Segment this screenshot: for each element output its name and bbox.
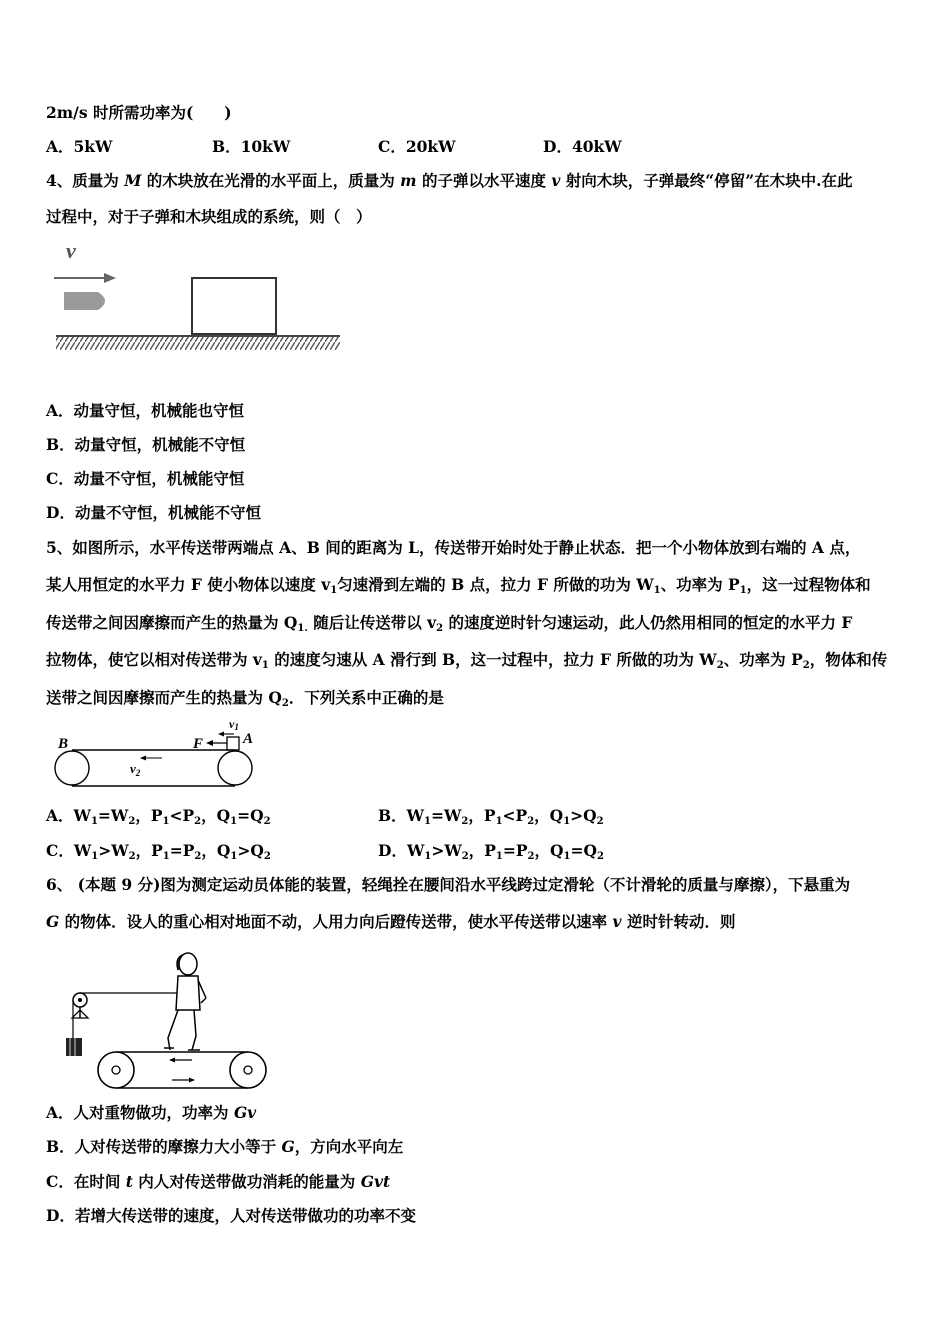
q4-velocity-label: v: [66, 238, 76, 263]
q6-line1: 6、 (本题 9 分)图为测定运动员体能的装置，轻绳拴在腰间沿水平线跨过定滑轮（不计滑轮的质量与摩擦），下悬重为: [46, 875, 851, 894]
q6-option-c: C．在时间 t 内人对传送带做功消耗的能量为 Gvt: [46, 1172, 391, 1191]
q4-option-d: D．动量不守恒，机械能不守恒: [46, 503, 261, 522]
q4-option-c: C．动量不守恒，机械能守恒: [46, 469, 245, 488]
q4-floor-hatch: [56, 337, 340, 350]
q3-option-c: C．20kW: [378, 137, 456, 156]
q6-person: [164, 953, 206, 1050]
q6-weight: [66, 1038, 82, 1056]
q5-right-pulley: [218, 751, 252, 785]
q4-option-a: A．动量守恒，机械能也守恒: [46, 401, 245, 420]
q5-label-v1: v1: [229, 717, 239, 732]
q5-conveyor-figure: [50, 714, 270, 790]
q6-runner-figure: [60, 948, 275, 1090]
q4-bullet: [64, 292, 105, 310]
q5-line4: 拉物体，使它以相对传送带为 $v_1$ 的速度匀速从 A 滑行到 B，这一过程中，拉力 F 所做的功为 $W_2$、功率为 $P_2$，物体和传: [46, 650, 888, 671]
q5-small-block: [227, 737, 239, 750]
q5-label-f: F: [193, 736, 204, 752]
q6-line2: G 的物体．设人的重心相对地面不动，人用力向后蹬传送带，使水平传送带以速率 v 逆时针转动．则: [46, 912, 736, 931]
q5-option-c: C．$W_1>W_2$，$P_1=P_2$，$Q_1>Q_2$: [46, 841, 271, 862]
q3-option-a: A．5kW: [46, 137, 113, 156]
q5-line2: 某人用恒定的水平力 F 使小物体以速度 $v_1$匀速滑到左端的 B 点，拉力 F 所做的功为 $W_1$、功率为 $P_1$，这一过程物体和: [46, 575, 871, 596]
q5-line5: 送带之间因摩擦而产生的热量为 $Q_2$．下列关系中正确的是: [46, 688, 444, 709]
q4-wood-block: [192, 278, 276, 334]
q3-tail: 2m/s 时所需功率为( ): [46, 103, 232, 122]
q6-option-b: B．人对传送带的摩擦力大小等于 G，方向水平向左: [46, 1137, 404, 1156]
q6-right-roller: [230, 1052, 266, 1088]
q5-label-a: A: [243, 731, 254, 747]
q5-label-v2: $v_2$: [130, 761, 141, 778]
q6-left-roller: [98, 1052, 134, 1088]
q4-option-b: B．动量守恒，机械能不守恒: [46, 435, 246, 454]
q5-left-pulley: [55, 751, 89, 785]
q5-line1: 5、如图所示，水平传送带两端点 A、B 间的距离为 L，传送带开始时处于静止状态．把一个小物体放到右端的 A 点，: [46, 538, 861, 557]
q4-stem-line2: 过程中，对于子弹和木块组成的系统，则（ ）: [46, 207, 372, 226]
q5-line3: 传送带之间因摩擦而产生的热量为 $Q_{1.}$ 随后让传送带以 $v_2$ 的速度逆时针匀速运动，此人仍然用相同的恒定的水平力 F: [46, 613, 853, 634]
q6-option-d: D．若增大传送带的速度，人对传送带做功的功率不变: [46, 1206, 416, 1225]
q6-option-a: A．人对重物做功，功率为 Gv: [46, 1103, 257, 1122]
q3-option-b: B．10kW: [212, 137, 291, 156]
q5-option-d: D．$W_1>W_2$，$P_1=P_2$，$Q_1=Q_2$: [378, 841, 604, 862]
q4-stem-line1: 4、质量为 M 的木块放在光滑的水平面上，质量为 m 的子弹以水平速度 v 射向木块，子弹最终“停留”在木块中.在此: [46, 171, 853, 190]
q5-option-b: B．$W_1=W_2$，$P_1<P_2$，$Q_1>Q_2$: [378, 806, 604, 827]
q4-bullet-block-figure: [50, 238, 350, 356]
q5-label-b: B: [58, 736, 69, 752]
q3-option-d: D．40kW: [543, 137, 622, 156]
q5-option-a: A．$W_1=W_2$，$P_1<P_2$，$Q_1=Q_2$: [46, 806, 271, 827]
